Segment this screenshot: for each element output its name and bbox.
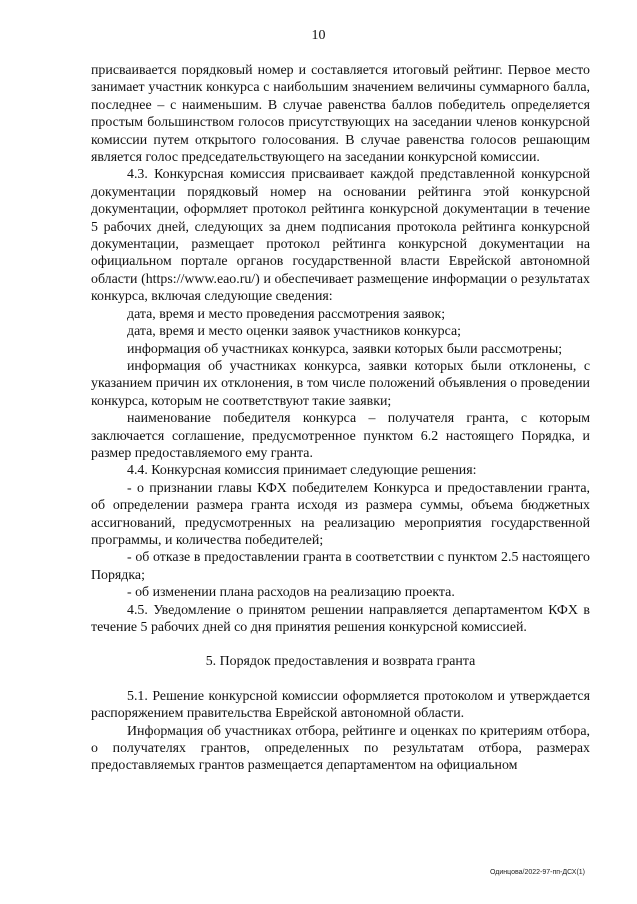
paragraph-4-5: 4.5. Уведомление о принятом решении направляется департаментом КФХ в течение 5 рабочих дней со дня принятия решения конкурсной комиссией. [91, 602, 590, 635]
footer-document-code: Одинцова/2022-97-пп-ДСХ(1) [489, 869, 585, 876]
paragraph-4-3: 4.3. Конкурсная комиссия присваивает каждой представленной конкурсной документации порядковый номер на основании рейтинга этой конкурсной документации, оформляет протокол рейтинга конкурсной документации в течение 5 рабочих дней, следующих за днем подписания протокола рейтинга конкурсной документации, размещает протокол рейтинга конкурсной документации на официальном портале органов государственной власти Еврейской автономной области (https://www.eao.ru/) и обеспечивает размещение информации о результатах конкурса, включая следующие сведения: [91, 167, 590, 305]
list-item-evaluation-date: дата, время и место оценки заявок участников конкурса; [127, 324, 461, 340]
decision-item-plan-change: - об изменении плана расходов на реализацию проекта. [127, 585, 455, 601]
paragraph-5-1: 5.1. Решение конкурсной комиссии оформляется протоколом и утверждается распоряжением правительства Еврейской автономной области. [91, 688, 590, 722]
paragraph-information-publication: Информация об участниках отбора, рейтинге и оценках по критериям отбора, о получателях грантов, определенных по результатам отбора, размерах предоставляемых грантов размещается департаментом на официальном [91, 723, 590, 774]
list-item-winner: наименование победителя конкурса – получателя гранта, с которым заключается соглашение, предусмотренное пунктом 6.2 настоящего Порядка, и размер предоставляемого ему гранта. [91, 411, 590, 461]
document-body [91, 62, 590, 775]
page-number: 10 [311, 28, 326, 43]
decision-item-grant: - о признании главы КФХ победителем Конкурса и предоставлении гранта, об определении размера гранта исходя из размера суммы, объема бюджетных ассигнований, предусмотренных на реализацию мероприятия государственной программы, и количества победителей; [91, 480, 590, 548]
section-title: 5. Порядок предоставления и возврата гранта [205, 654, 476, 670]
decision-item-refusal: - об отказе в предоставлении гранта в соответствии с пунктом 2.5 настоящего Порядка; [91, 550, 590, 583]
list-item-review-date: дата, время и место проведения рассмотрения заявок; [127, 306, 446, 322]
list-item-reviewed-participants: информация об участниках конкурса, заявки которых были рассмотрены; [127, 341, 563, 357]
list-item-rejected-participants: информация об участниках конкурса, заявки которых были отклонены, с указанием причин их отклонения, в том числе положений объявления о проведении конкурса, которым не соответствуют такие заявки; [91, 358, 590, 409]
paragraph-4-4: 4.4. Конкурсная комиссия принимает следующие решения: [127, 463, 477, 479]
paragraph-rating-continuation: присваивается порядковый номер и составляется итоговый рейтинг. Первое место занимает участник конкурса с наибольшим значением величины суммарного балла, последнее – с наименьшим. В случае равенства баллов победитель определяется простым большинством голосов присутствующих на заседании членов конкурсной комиссии путем открытого голосования. В случае равенства голосов решающим является голос председательствующего на заседании конкурсной комиссии. [91, 63, 590, 166]
